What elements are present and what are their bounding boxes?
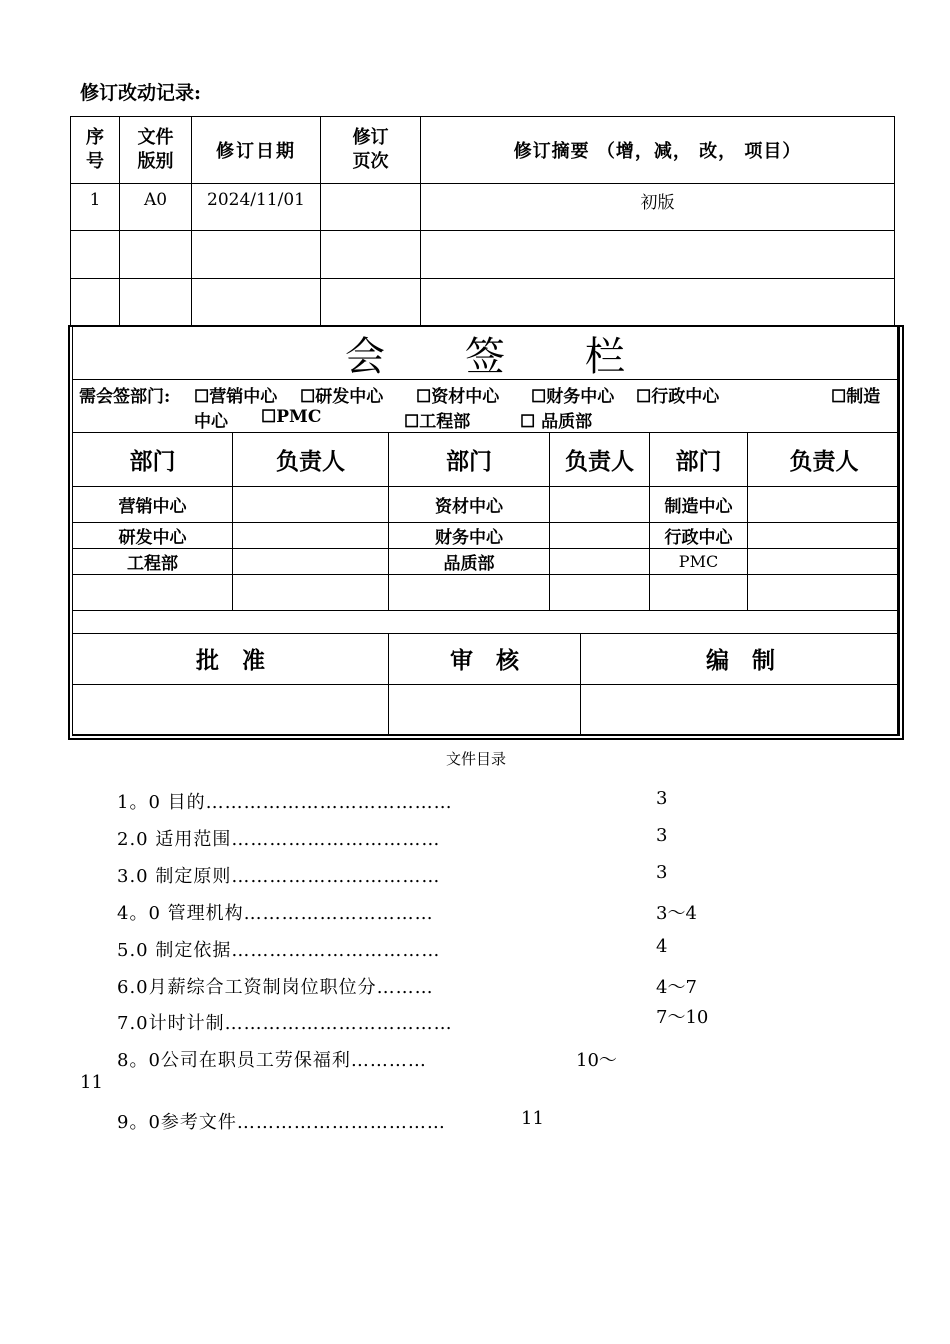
dept-option-engineering: ☐工程部 xyxy=(404,412,471,432)
dept-cell: PMC xyxy=(678,552,719,571)
toc-item-page: 11 xyxy=(521,1108,544,1129)
header-page: 修订 页次 xyxy=(352,127,389,172)
dept-option-rnd: ☐研发中心 xyxy=(300,387,384,407)
col-dept-3: 部门 xyxy=(675,447,722,475)
header-date: 修订日期 xyxy=(216,141,296,162)
row1-version: A0 xyxy=(143,190,168,210)
toc-title: 文件目录 xyxy=(446,750,507,768)
dept-cell: 研发中心 xyxy=(118,528,187,548)
toc-item-page: 4 xyxy=(656,936,668,957)
revision-heading: 修订改动记录: xyxy=(80,82,202,104)
col-dept-1: 部门 xyxy=(129,447,176,475)
signoff-depts-prefix: 需会签部门: xyxy=(79,387,171,407)
dept-cell: 品质部 xyxy=(443,554,495,574)
dept-cell: 资材中心 xyxy=(435,497,503,517)
approve-label: 批 准 xyxy=(196,647,265,674)
dept-option-manufacturing: ☐制造 xyxy=(831,387,881,407)
col-owner-1: 负责人 xyxy=(276,447,345,475)
revision-table xyxy=(70,116,895,326)
dept-cell: 行政中心 xyxy=(664,528,733,548)
toc-item-label: 3.0 制定原则…………………………… xyxy=(117,866,441,887)
dept-option-pmc: ☐PMC xyxy=(261,407,322,427)
header-version: 文件 版别 xyxy=(137,127,174,172)
toc-item-label: 2.0 适用范围…………………………… xyxy=(117,829,441,850)
toc-item-page: 3 xyxy=(656,788,668,809)
signoff-title: 会 签 栏 xyxy=(345,333,625,380)
dept-option-finance: ☐财务中心 xyxy=(531,387,615,407)
dept-option-admin: ☐行政中心 xyxy=(636,387,720,407)
row1-summary: 初版 xyxy=(640,192,675,213)
header-summary: 修订摘要 （增，减， 改， 项目） xyxy=(513,141,802,162)
toc-item-page: 3 xyxy=(656,862,668,883)
dept-cell: 财务中心 xyxy=(435,528,503,548)
dept-cell: 营销中心 xyxy=(118,497,187,517)
compile-label: 编 制 xyxy=(706,647,775,674)
dept-cell: 制造中心 xyxy=(664,497,733,517)
toc-item-label: 5.0 制定依据…………………………… xyxy=(117,940,441,961)
toc-item-page: 3～4 xyxy=(656,903,697,924)
dept-cell: 工程部 xyxy=(127,554,178,574)
row1-date: 2024/11/01 xyxy=(207,190,305,210)
toc-item-label: 1。0 目的………………………………… xyxy=(117,792,453,813)
signoff-table xyxy=(68,325,904,740)
row1-page xyxy=(321,184,420,216)
toc-item-label: 6.0月薪综合工资制岗位职位分……… xyxy=(117,977,434,998)
toc-item-page: 3 xyxy=(656,825,668,846)
col-dept-2: 部门 xyxy=(446,447,492,475)
toc-wrap-fragment: 11 xyxy=(80,1072,103,1093)
toc-item-page: 4～7 xyxy=(656,977,697,998)
header-seq: 序 号 xyxy=(86,127,104,172)
col-owner-2: 负责人 xyxy=(565,447,634,475)
dept-option-manufacturing-cont: 中心 xyxy=(194,412,228,432)
toc-item-label: 7.0计时计制……………………………… xyxy=(117,1013,453,1034)
review-label: 审 核 xyxy=(450,647,519,674)
toc-item-page: 10～ xyxy=(576,1050,617,1071)
toc-list xyxy=(117,788,897,1148)
dept-option-marketing: ☐营销中心 xyxy=(194,387,278,407)
toc-item-label: 4。0 管理机构………………………… xyxy=(117,903,434,924)
col-owner-3: 负责人 xyxy=(789,447,859,475)
toc-item-page: 7～10 xyxy=(656,1007,709,1028)
toc-item-label: 9。0参考文件…………………………… xyxy=(117,1112,446,1133)
row1-seq: 1 xyxy=(89,190,101,210)
toc-item-label: 8。0公司在职员工劳保福利………… xyxy=(117,1050,427,1071)
dept-option-quality: ☐ 品质部 xyxy=(520,412,593,432)
dept-option-materials: ☐资材中心 xyxy=(416,387,500,407)
